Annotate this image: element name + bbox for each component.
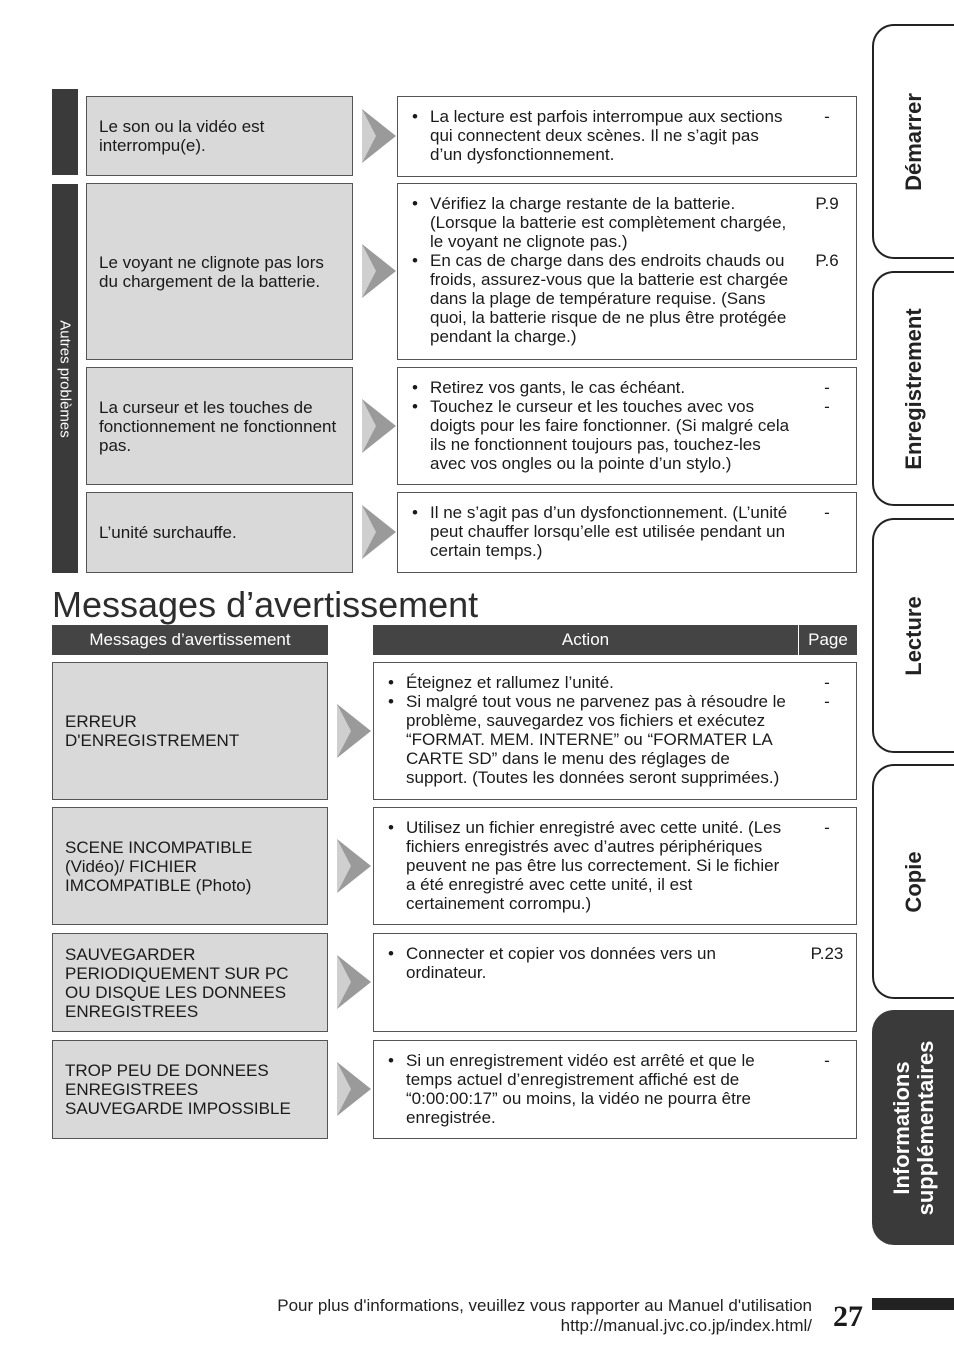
arrow-right-icon xyxy=(362,505,396,559)
page-ref-box xyxy=(798,662,857,800)
tab-demarrer[interactable] xyxy=(872,24,954,259)
column-header-message: Messages d’avertissement xyxy=(52,625,328,655)
action-item: • Si malgré tout vous ne parvenez pas à résoudre le problème, sauvegardez vos fichiers et exécutez “FORMAT. MEM. INTERNE” ou “FORMATER LA CARTE SD” dans le menu des réglages de support. (Toutes les données seront supprimées.) xyxy=(382,692,790,787)
page-ref: P.9 xyxy=(815,194,839,213)
problem-text: La curseur et les touches de fonctionnement ne fonctionnent pas. xyxy=(99,397,337,455)
action-box xyxy=(397,492,799,573)
warning-message-box xyxy=(52,1040,328,1139)
action-box xyxy=(373,933,799,1032)
problem-text: Le son ou la vidéo est interrompu(e). xyxy=(99,117,265,155)
page-ref-box xyxy=(798,1040,857,1139)
action-box xyxy=(373,1040,799,1139)
footer-text xyxy=(150,1296,812,1336)
tab-label: Lecture xyxy=(901,595,926,676)
page-ref: P.6 xyxy=(815,251,839,270)
tab-label-line: Informations xyxy=(889,1060,914,1195)
page-ref: - xyxy=(824,397,830,416)
warning-message: SAUVEGARDER PERIODIQUEMENT SUR PC OU DISQUE LES DONNEES ENREGISTREES xyxy=(65,944,289,1021)
page-number-bar xyxy=(872,1298,954,1310)
tab-label: Enregistrement xyxy=(901,307,926,470)
tab-lecture[interactable] xyxy=(872,518,954,753)
problem-box xyxy=(86,96,353,176)
tab-label xyxy=(890,1040,938,1215)
action-item: • La lecture est parfois interrompue aux sections qui connectent deux scènes. Il ne s’agit pas d’un dysfonctionnement. xyxy=(406,107,790,164)
problem-text: L’unité surchauffe. xyxy=(99,523,237,542)
action-item: • Connecter et copier vos données vers un ordinateur. xyxy=(382,944,790,982)
tab-label: Démarrer xyxy=(901,92,926,191)
page-ref-box xyxy=(798,807,857,925)
arrow-right-icon xyxy=(337,704,371,758)
page-ref-box xyxy=(798,183,857,360)
tab-enregistrement[interactable] xyxy=(872,271,954,506)
arrow-right-icon xyxy=(337,839,371,893)
page-ref: - xyxy=(824,673,830,692)
problem-box xyxy=(86,492,353,573)
action-box xyxy=(373,662,799,800)
page-ref-box xyxy=(798,492,857,573)
action-item: • Il ne s’agit pas d’un dysfonctionnement. (L’unité peut chauffer lorsqu’elle est utilisée pendant un certain temps.) xyxy=(406,503,790,560)
page-ref: - xyxy=(824,503,830,522)
column-header-action: Action xyxy=(373,625,798,655)
action-item: • Éteignez et rallumez l’unité. xyxy=(382,673,790,692)
warning-message-box xyxy=(52,933,328,1032)
page-ref: - xyxy=(824,107,830,126)
section-title: Messages d’avertissement xyxy=(52,584,479,625)
category-bar xyxy=(52,184,78,573)
action-box xyxy=(373,807,799,925)
page-ref: P.23 xyxy=(810,944,844,963)
footer-url[interactable]: http://manual.jvc.co.jp/index.html/ xyxy=(560,1316,812,1335)
action-box xyxy=(397,367,799,485)
action-box xyxy=(397,96,799,177)
arrow-right-icon xyxy=(362,109,396,163)
tab-label: Copie xyxy=(901,850,926,913)
action-item: • Si un enregistrement vidéo est arrêté et que le temps actuel d’enregistrement affiché est de “0:00:00:17” ou moins, la vidéo ne pourra être enregistrée. xyxy=(382,1051,790,1127)
action-item: • Retirez vos gants, le cas échéant. xyxy=(406,378,790,397)
page-ref-box xyxy=(798,367,857,485)
action-box xyxy=(397,183,799,360)
arrow-right-icon xyxy=(362,244,396,298)
page-number: 27 xyxy=(833,1300,863,1333)
problem-box xyxy=(86,367,353,485)
problem-box xyxy=(86,183,353,360)
action-item: • Touchez le curseur et les touches avec vos doigts pour les faire fonctionner. (Si malgré cela ils ne fonctionnent toujours pas, touchez-les avec vos ongles ou la pointe d’un stylo.) xyxy=(406,397,790,473)
action-item: • Utilisez un fichier enregistré avec cette unité. (Les fichiers enregistrés avec d’autres périphériques peuvent ne pas être lus correctement. Si le fichier a été enregistré avec cette unité, il est certainement corrompu.) xyxy=(382,818,790,913)
category-bar-top xyxy=(52,89,78,175)
page-ref-box xyxy=(798,96,857,177)
warning-message-box xyxy=(52,662,328,800)
tab-label-line: supplémentaires xyxy=(913,1040,938,1215)
page-ref: - xyxy=(824,692,830,711)
page-ref: - xyxy=(824,378,830,397)
footer-line: Pour plus d'informations, veuillez vous rapporter au Manuel d'utilisation xyxy=(277,1296,812,1315)
page-ref-box xyxy=(798,933,857,1032)
warning-message: ERREUR D'ENREGISTREMENT xyxy=(65,712,240,750)
warning-message: TROP PEU DE DONNEES ENREGISTREES SAUVEGARDE IMPOSSIBLE xyxy=(65,1061,291,1118)
tab-copie[interactable] xyxy=(872,764,954,999)
page-ref: - xyxy=(824,818,830,837)
action-item: • En cas de charge dans des endroits chauds ou froids, assurez-vous que la batterie est chargée dans la plage de température requise. (Sans quoi, la batterie risque de ne plus être protégée pendant la charge.) xyxy=(406,251,790,346)
problem-text: Le voyant ne clignote pas lors du chargement de la batterie. xyxy=(99,252,324,291)
arrow-right-icon xyxy=(337,955,371,1009)
warning-message: SCENE INCOMPATIBLE (Vidéo)/ FICHIER IMCOMPATIBLE (Photo) xyxy=(65,837,253,895)
arrow-right-icon xyxy=(337,1062,371,1116)
column-header-page: Page xyxy=(799,625,857,655)
warning-message-box xyxy=(52,807,328,925)
arrow-right-icon xyxy=(362,399,396,453)
tab-informations-supplementaires[interactable] xyxy=(872,1010,954,1245)
action-item: • Vérifiez la charge restante de la batterie. (Lorsque la batterie est complètement chargée, le voyant ne clignote pas.) xyxy=(406,194,790,251)
page-ref: - xyxy=(824,1051,830,1070)
category-label: Autres problèmes xyxy=(56,319,74,438)
